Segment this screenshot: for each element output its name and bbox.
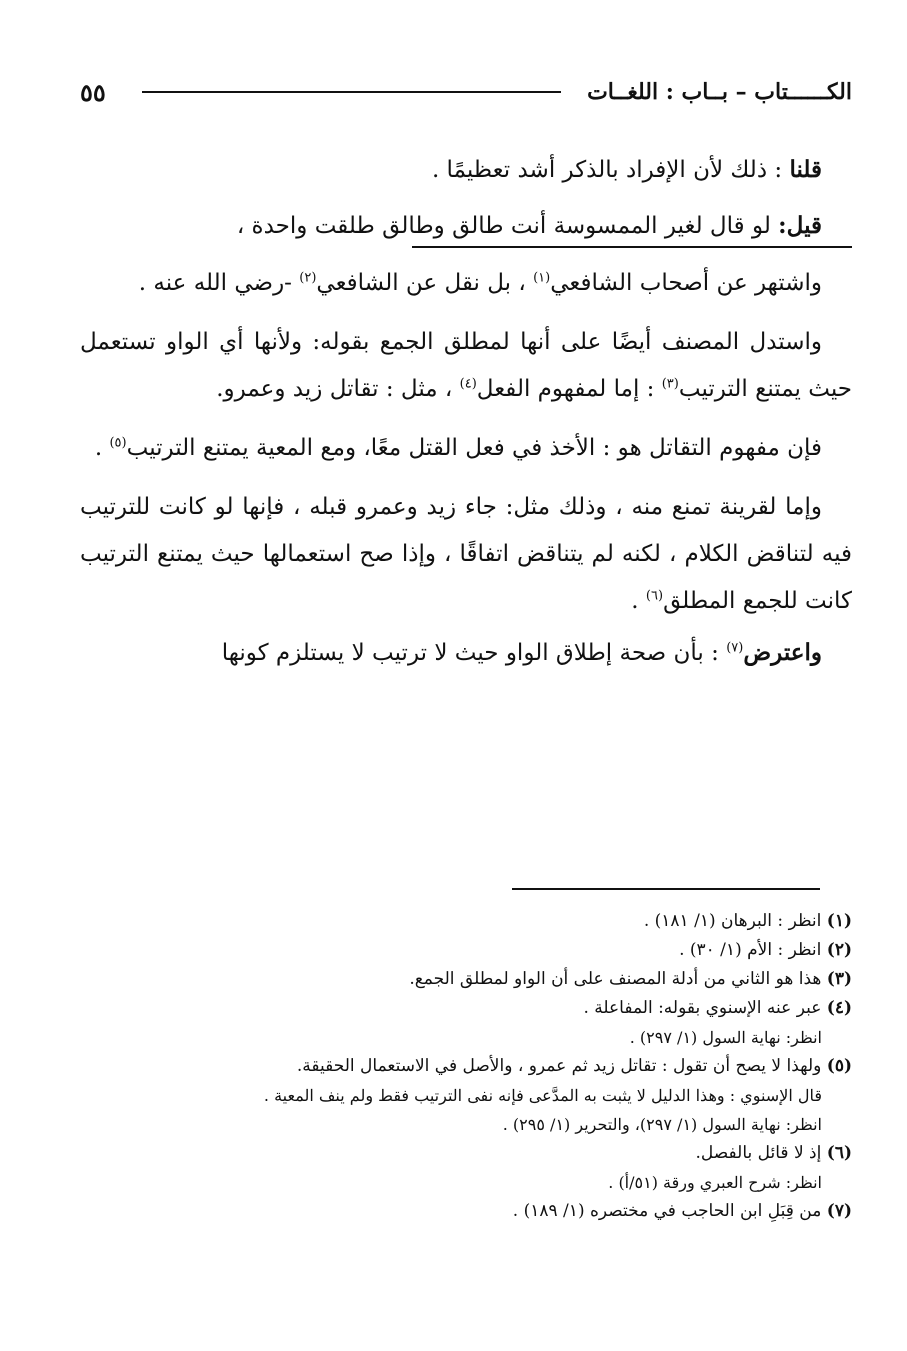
paragraph-6	[80, 484, 852, 625]
running-title: الكــــــتاب – بــاب : اللغــات	[587, 79, 852, 105]
footnote-number: (٧)	[826, 1201, 852, 1221]
footnote-text: ولهذا لا يصح أن تقول : تقاتل زيد ثم عمرو ، والأصل في الاستعمال الحقيقة.	[296, 1056, 822, 1076]
paragraph-3	[80, 260, 852, 307]
footnote-7	[120, 1198, 852, 1225]
footnote-ref[interactable]: (٤)	[459, 376, 477, 392]
footnote-2	[120, 937, 852, 964]
footnote-number: (٥)	[826, 1056, 852, 1076]
footnote-text: إذ لا قائل بالفصل.	[695, 1143, 822, 1163]
footnote-number: (١)	[826, 911, 852, 931]
main-text	[80, 146, 852, 677]
footnote-ref[interactable]: (٦)	[645, 588, 664, 604]
footnote-text: انظر : الأم (١/ ٣٠) .	[679, 940, 822, 960]
footnote-ref[interactable]: (٧)	[726, 640, 744, 656]
footnote-text: انظر : البرهان (١/ ١٨١) .	[643, 911, 822, 931]
text-run: : إما لمفهوم الفعل	[476, 376, 662, 402]
lead-word: قيل:	[778, 212, 822, 239]
footnote-3	[120, 966, 852, 993]
footnote-4-reference: انظر: نهاية السول (١/ ٢٩٧) .	[629, 1028, 822, 1047]
paragraph-4	[80, 319, 852, 413]
text-run: واشتهر عن أصحاب الشافعي	[550, 270, 822, 296]
page-header	[80, 72, 852, 112]
footnote-5	[120, 1053, 852, 1080]
footnote-6	[120, 1140, 852, 1167]
paragraph-text: : ذلك لأن الإفراد بالذكر أشد تعظيمًا .	[431, 157, 790, 183]
footnote-separator	[512, 888, 820, 890]
text-run: .	[94, 435, 110, 461]
footnote-number: (٣)	[826, 969, 852, 989]
footnote-5-quote: قال الإسنوي : وهذا الدليل لا يثبت به المدَّعى فإنه نفى الترتيب فقط ولم ينف المعية .	[263, 1086, 822, 1105]
text-run: ، بل نقل عن الشافعي	[316, 270, 534, 296]
text-run: -رضي الله عنه .	[138, 270, 300, 296]
text-run: وإما لقرينة تمنع منه ، وذلك مثل: جاء زيد وعمرو قبله ، فإنها لو كانت للترتيب فيه لتناقض الكلام ، لكنه لم يتناقض اتفاقًا ، وإذا صح استعمالها حيث يمتنع الترتيب كانت للجمع المطلق	[80, 494, 852, 614]
footnote-text: عبر عنه الإسنوي بقوله: المفاعلة .	[583, 998, 822, 1018]
footnotes	[120, 908, 852, 1227]
text-run: ، مثل : تقاتل زيد وعمرو.	[216, 376, 460, 402]
header-rule	[142, 91, 561, 93]
footnote-number: (٤)	[826, 998, 852, 1018]
lead-word: واعترض	[743, 639, 822, 666]
text-run: .	[631, 588, 646, 614]
footnote-number: (٦)	[826, 1143, 852, 1163]
paragraph-5	[80, 425, 852, 472]
footnote-ref[interactable]: (٥)	[109, 435, 127, 451]
footnote-4	[120, 995, 852, 1022]
paragraph-text: : بأن صحة إطلاق الواو حيث لا ترتيب لا يستلزم كونها	[221, 640, 727, 666]
page-number: ٥٥	[80, 77, 106, 107]
footnote-1	[120, 908, 852, 935]
footnote-ref[interactable]: (٢)	[299, 270, 317, 286]
paragraph-text: لو قال لغير الممسوسة أنت طالق وطالق طلقت واحدة ،	[236, 213, 779, 239]
paragraph-1	[80, 146, 852, 194]
footnote-text: هذا هو الثاني من أدلة المصنف على أن الواو لمطلق الجمع.	[409, 969, 822, 989]
text-run: فإن مفهوم التقاتل هو : الأخذ في فعل القتل معًا، ومع المعية يمتنع الترتيب	[126, 435, 822, 461]
footnote-ref[interactable]: (٣)	[661, 376, 679, 392]
footnote-number: (٢)	[826, 940, 852, 960]
text-run: واستدل المصنف أيضًا على أنها لمطلق الجمع بقوله: ولأنها أي الواو تستعمل حيث يمتنع الترتيب	[80, 329, 852, 402]
footnote-ref[interactable]: (١)	[533, 270, 551, 286]
paragraph-7	[80, 629, 852, 677]
lead-word: قلنا	[789, 156, 822, 183]
paragraph-2	[80, 202, 852, 250]
footnote-5-reference: انظر: نهاية السول (١/ ٢٩٧)، والتحرير (١/ ٢٩٥) .	[502, 1115, 822, 1134]
footnote-6-reference: انظر: شرح العبري ورقة (٥١/أ) .	[608, 1173, 822, 1192]
footnote-text: من قِبَلِ ابن الحاجب في مختصره (١/ ١٨٩) .	[512, 1201, 822, 1221]
